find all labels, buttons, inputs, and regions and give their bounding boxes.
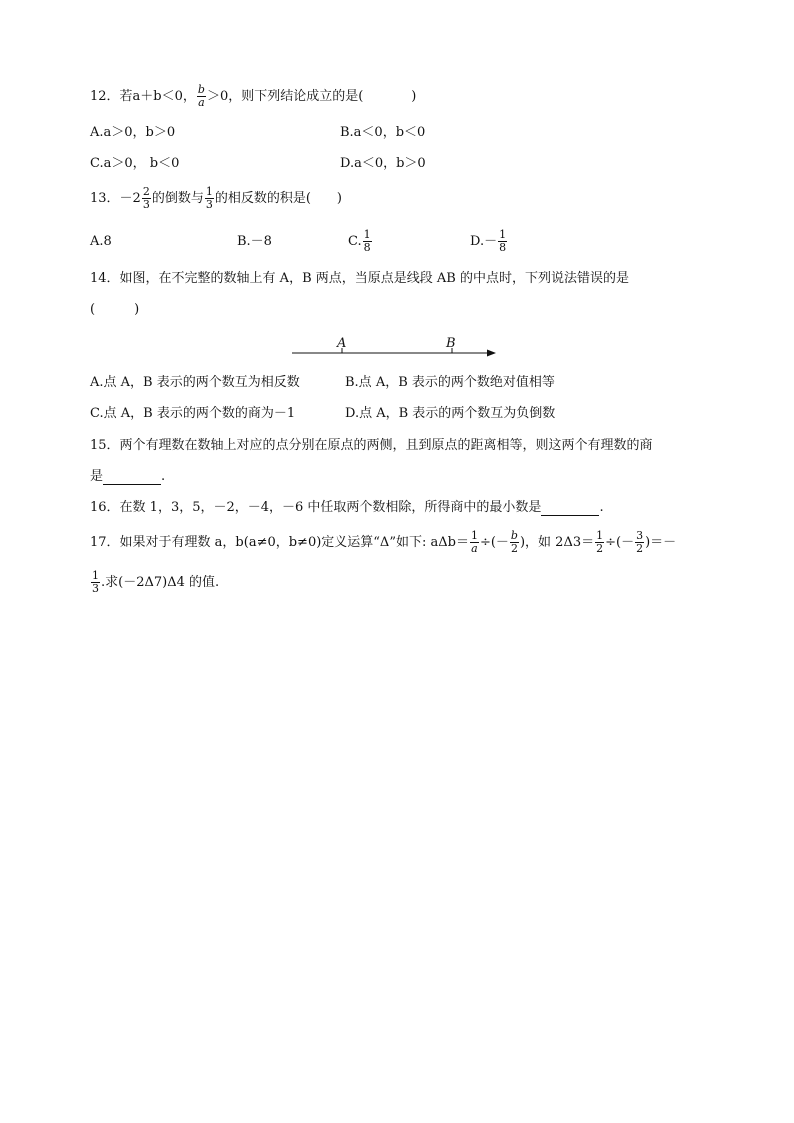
q17-line-2-numerator: 1 [92,569,99,582]
q17-fraction-3 [595,530,604,555]
q13-text-1: 的倒数与 [151,191,204,206]
q12-option-a: A.a＞0，b＞0 [90,125,176,140]
q17-fraction-1-denominator: a [471,542,478,555]
q17-fraction-2-numerator: b [510,529,518,542]
q12-condition-1: a＋b＜0， [132,89,196,104]
q12-option-c: C.a＞0， b＜0 [90,156,180,171]
q13-option-c-denominator: 8 [363,241,371,254]
q17-fraction-1 [470,530,479,555]
q13-fraction [205,186,214,211]
q13-mixed-denominator: 3 [142,198,150,211]
q12-stem [90,80,416,114]
q17-fraction-4-numerator: 3 [636,529,644,542]
q13-number: 13．－2 [90,191,141,206]
q15-prefix: 是 [90,469,104,484]
q17-line-2-denominator: 3 [92,582,99,595]
q13-fraction-denominator: 3 [205,198,213,211]
q17-fraction-3-numerator: 1 [596,529,604,542]
q16-suffix: . [599,500,604,515]
q13-option-d-fraction [498,229,507,254]
q17-line-1 [90,526,676,560]
q12-fraction-denominator: a [198,96,205,109]
q17-fraction-2 [510,530,519,555]
q15-line-1: 15．两个有理数在数轴上对应的点分别在原点的两侧，且到原点的距离相等，则这两个有理数的商 [90,438,653,453]
q12-paren-close: ) [411,89,417,104]
q17-fraction-4 [635,530,644,555]
q13-option-d-numerator: 1 [499,228,507,241]
q17-prefix: 17．如果对于有理数 a，b(a≠0，b≠0)定义运算“Δ”如下: aΔb＝ [90,535,469,550]
q13-mixed-numerator: 2 [142,185,150,198]
q17-fraction-2-denominator: 2 [510,542,518,555]
q16-line [90,500,604,516]
q16-text: 16．在数 1，3，5，－2，－4，－6 中任取两个数相除，所得商中的最小数是 [90,500,542,515]
q16-answer-blank[interactable] [541,501,599,516]
q13-option-c [348,225,373,259]
q14-option-c: C.点 A，B 表示的两个数的商为－1 [90,406,296,421]
q13-mixed-fraction [142,186,151,211]
q13-text-2: 的相反数的积是( ) [214,191,342,206]
q15-suffix: . [161,469,166,484]
q15-answer-blank[interactable] [103,470,161,485]
q13-option-d [470,225,508,259]
q13-fraction-numerator: 1 [205,185,213,198]
q17-middle: )，如 2Δ3＝ [519,535,595,550]
q14-option-d: D.点 A，B 表示的两个数互为负倒数 [345,406,556,421]
point-a-label: A [337,336,347,351]
q14-paren: ( ) [90,302,140,317]
q13-stem [90,182,342,216]
q17-fraction-1-numerator: 1 [470,529,478,542]
q12-option-b: B.a＜0，b＜0 [340,125,426,140]
q17-divide-2: ÷(－ [605,535,635,550]
q13-option-a: A.8 [90,234,112,249]
q14-stem: 14．如图，在不完整的数轴上有 A，B 两点，当原点是线段 AB 的中点时，下列说法错误的是 [90,271,629,286]
q13-option-d-prefix: D.－ [470,234,498,249]
q15-line-2 [90,469,165,485]
q13-option-c-fraction [363,229,372,254]
q12-fraction [197,84,206,109]
q12-option-d: D.a＜0，b＞0 [340,156,426,171]
q14-option-b: B.点 A，B 表示的两个数绝对值相等 [345,375,555,390]
q13-option-c-numerator: 1 [363,228,371,241]
q17-tail: )＝－ [645,535,677,550]
q17-fraction-4-denominator: 2 [636,542,644,555]
number-line-arrow-icon [487,350,496,357]
point-b-label: B [446,336,456,351]
q13-option-c-prefix: C. [348,234,362,249]
q17-line-2-fraction [91,570,100,595]
q13-option-b: B.－8 [237,234,272,249]
q17-fraction-3-denominator: 2 [596,542,604,555]
q12-number: 12．若 [90,89,133,104]
q17-line-2-text: .求(－2Δ7)Δ4 的值. [101,575,220,590]
q17-divide-1: ÷(－ [479,535,509,550]
q12-condition-2: ＞0，则下列结论成立的是( [206,89,364,104]
number-line-figure [288,332,508,362]
q13-option-d-denominator: 8 [499,241,507,254]
q14-option-a: A.点 A，B 表示的两个数互为相反数 [90,375,300,390]
q17-line-2 [90,566,219,600]
q12-fraction-numerator: b [197,83,205,96]
